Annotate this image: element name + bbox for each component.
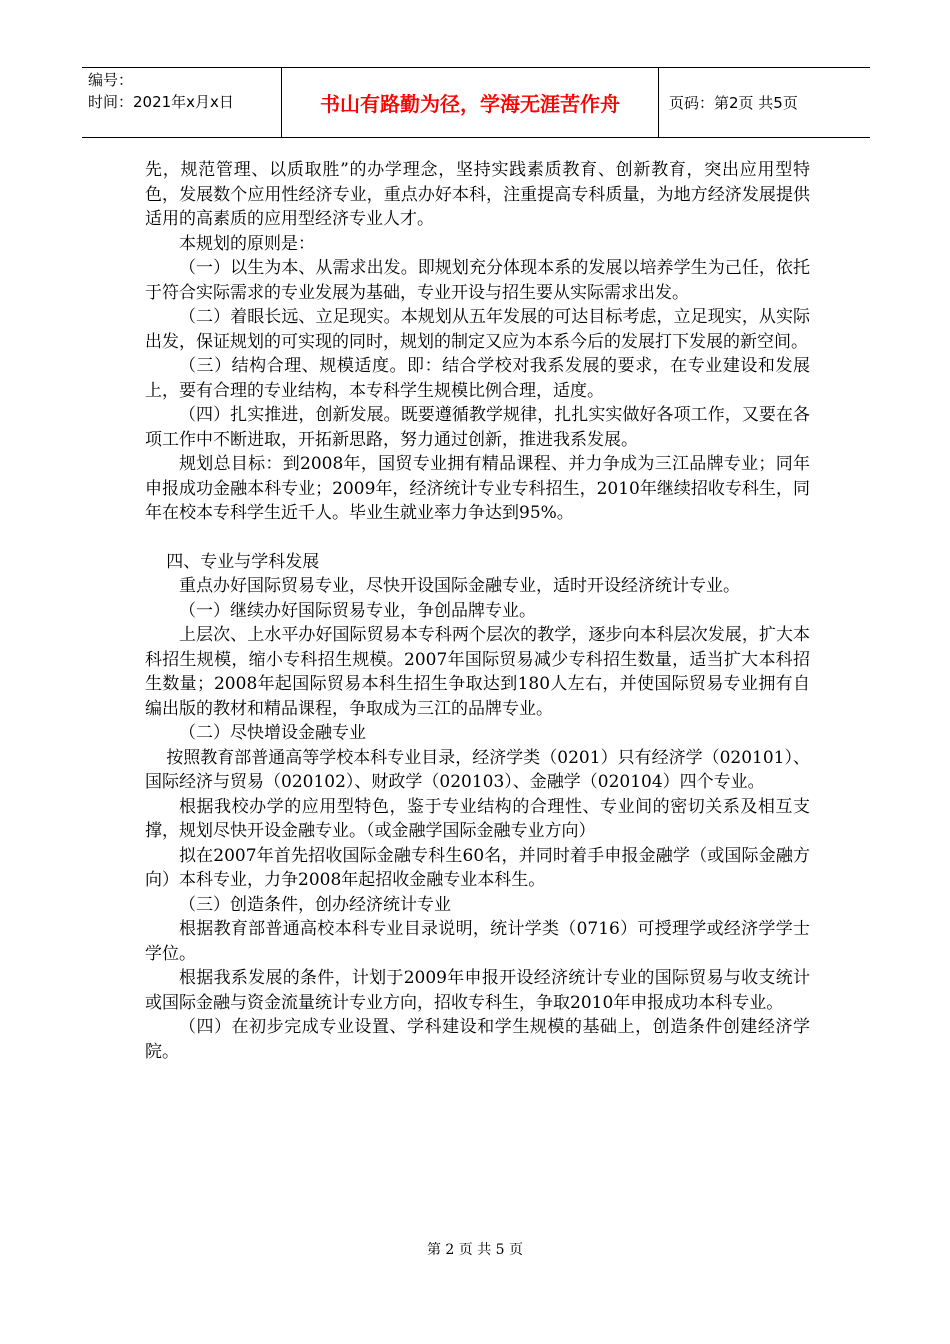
paragraph: 先，规范管理、以质取胜”的办学理念，坚持实践素质教育、创新教育，突出应用型特色，发展数个应用性经济专业，重点办好本科，注重提高专科质量，为地方经济发展提供适用的高素质的应用型经济专业人才。 xyxy=(145,160,810,229)
date-label: 时间：2021年x月x日 xyxy=(88,93,234,111)
spacer xyxy=(145,526,810,550)
paragraph: 上层次、上水平办好国际贸易本专科两个层次的教学，逐步向本科层次发展，扩大本科招生规模，缩小专科招生规模。2007年国际贸易减少专科招生数量，适当扩大本科招生数量；2008年起国际贸易本科生招生争取达到180人左右，并使国际贸易专业拥有自编出版的教材和精品课程，争取成为三江的品牌专业。 xyxy=(145,625,810,719)
subsection-heading: （二）尽快增设金融专业 xyxy=(179,723,366,743)
header-meta xyxy=(82,68,282,137)
paragraph: 拟在2007年首先招收国际金融专科生60名，并同时着手申报金融学（或国际金融方向）本科专业，力争2008年起招收金融专业本科生。 xyxy=(145,845,810,890)
section-heading: 四、专业与学科发展 xyxy=(166,551,320,572)
number-label: 编号： xyxy=(88,71,134,89)
header-motto: 书山有路勤为径，学海无涯苦作舟 xyxy=(282,68,659,137)
paragraph: （二）着眼长远、立足现实。本规划从五年发展的可达目标考虑，立足现实，从实际出发，保证规划的可实现的同时，规划的制定又应为本系今后的发展打下发展的新空间。 xyxy=(145,307,810,352)
paragraph: 规划总目标：到2008年，国贸专业拥有精品课程、并力争成为三江品牌专业；同年申报成功金融本科专业；2009年，经济统计专业专科招生，2010年继续招收专科生，同年在校本专科学生近千人。毕业生就业率力争达到95%。 xyxy=(145,454,810,523)
paragraph: （一）以生为本、从需求出发。即规划充分体现本系的发展以培养学生为己任，依托于符合实际需求的专业发展为基础，专业开设与招生要从实际需求出发。 xyxy=(145,258,810,303)
page-footer: 第 2 页 共 5 页 xyxy=(426,1242,524,1258)
paragraph: 重点办好国际贸易专业，尽快开设国际金融专业，适时开设经济统计专业。 xyxy=(179,576,740,596)
header-page-label: 页码：第2页 共5页 xyxy=(669,94,798,112)
document-body xyxy=(145,158,810,1064)
document-header xyxy=(82,67,870,138)
paragraph: 根据教育部普通高校本科专业目录说明，统计学类（0716）可授理学或经济学学士学位。 xyxy=(145,919,810,964)
paragraph: 本规划的原则是： xyxy=(179,233,315,254)
paragraph: （四）在初步完成专业设置、学科建设和学生规模的基础上，创造条件创建经济学院。 xyxy=(145,1017,810,1062)
paragraph: （三）结构合理、规模适度。即：结合学校对我系发展的要求，在专业建设和发展上，要有合理的专业结构，本专科学生规模比例合理，适度。 xyxy=(145,356,810,401)
paragraph: 根据我系发展的条件，计划于2009年申报开设经济统计专业的国际贸易与收支统计或国际金融与资金流量统计专业方向，招收专科生，争取2010年申报成功本科专业。 xyxy=(145,968,810,1013)
paragraph: 根据我校办学的应用型特色，鉴于专业结构的合理性、专业间的密切关系及相互支撑，规划尽快开设金融专业。（或金融学国际金融专业方向） xyxy=(145,796,810,841)
paragraph: 按照教育部普通高等学校本科专业目录，经济学类（0201）只有经济学（020101）、国际经济与贸易（020102）、财政学（020103）、金融学（020104）四个专业。 xyxy=(145,747,810,792)
subsection-heading: （一）继续办好国际贸易专业，争创品牌专业。 xyxy=(179,600,536,621)
subsection-heading: （三）创造条件，创办经济统计专业 xyxy=(179,894,451,915)
paragraph: （四）扎实推进，创新发展。既要遵循教学规律，扎扎实实做好各项工作，又要在各项工作中不断进取，开拓新思路，努力通过创新，推进我系发展。 xyxy=(145,405,810,450)
